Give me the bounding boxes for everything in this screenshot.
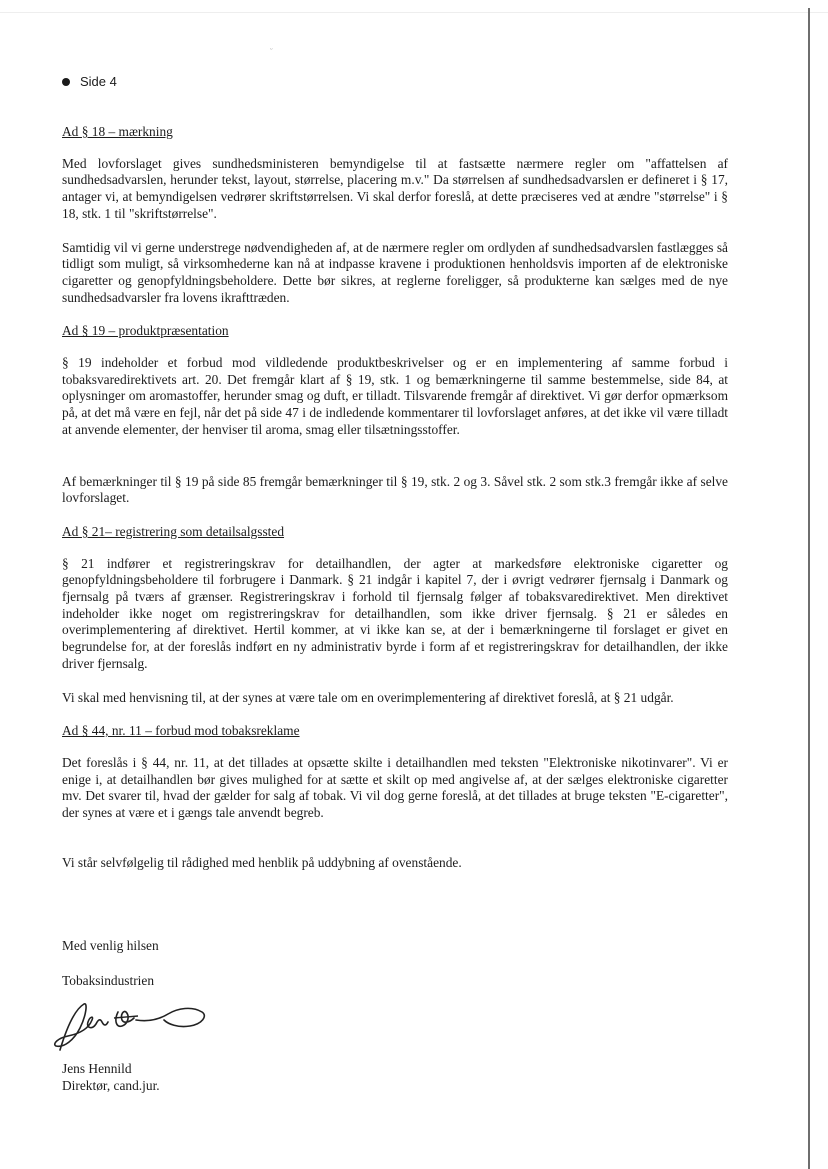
signer-block (62, 1061, 160, 1094)
bullet-icon (62, 78, 70, 86)
paragraph: Vi skal med henvisning til, at der synes at være tale om en overimplementering af direktivet foreslå, at § 21 udgår. (62, 689, 674, 705)
section-heading: Ad § 21– registrering som detailsalgssted (62, 523, 285, 539)
section-heading: Ad § 18 – mærkning (62, 124, 173, 139)
availability-note: Vi står selvfølgelig til rådighed med henblik på uddybning af ovenstående. (62, 854, 462, 870)
signer-title: Direktør, cand.jur. (62, 1077, 160, 1093)
organization-name: Tobaksindustrien (62, 973, 155, 988)
scan-speck: ᵕ (270, 44, 273, 54)
scan-right-edge (808, 8, 810, 1169)
paragraph: Af bemærkninger til § 19 på side 85 fremgår bemærkninger til § 19, stk. 2 og 3. Såvel stk. 2 som stk.3 fremgår ikke af selve lovforslaget. (62, 473, 728, 506)
section-19 (62, 323, 728, 507)
section-21 (62, 524, 728, 706)
page-number-label: Side 4 (80, 74, 117, 89)
paragraph: § 19 indeholder et forbud mod vildledende produktbeskrivelser og er en implementering af samme forbud i tobaksvaredirektivets art. 20. Det fremgår klart af § 19, stk. 1 og bemærkningerne til samme bestemmelse, side 84, at oplysninger om aromastoffer, herunder smag og duft, er tilladt. Tilsvarende fremgår af direktivet. Vi gør derfor opmærksom på, at det må være en fejl, når det på side 47 i de indledende kommentarer til lovforslaget anføres, at det ikke vil være tilladt at anvende elementer, der henviser til aroma, smag eller tilsætningsstoffer. (62, 355, 728, 437)
section-44 (62, 723, 728, 822)
paragraph: Det foreslås i § 44, nr. 11, at det tillades at opsætte skilte i detailhandlen med teksten "Elektroniske nikotinvarer". Vi er enige i, at detailhandlen bør gives mulighed for at sætte et skilt op med angivelse af, at der sælges elektroniske cigaretter mv. Det svarer til, hvad der gælder for salg af tobak. Vi vil dog gerne foreslå, at det tillades at bruge teksten "E-cigaretter", der synes at være et i gængs tale anvendt begreb. (62, 754, 728, 821)
scan-top-edge (0, 0, 828, 13)
signer-name: Jens Hennild (62, 1061, 132, 1076)
handwritten-signature (44, 990, 214, 1060)
section-heading: Ad § 19 – produktpræsentation (62, 323, 229, 339)
paragraph: Med lovforslaget gives sundhedsministeren bemyndigelse til at fastsætte nærmere regler om "affattelsen af sundhedsadvarslen, herunder tekst, layout, størrelse, placering m.v." Da størrelsen af sundhedsadvarslen er defineret i § 17, antager vi, at bemyndigelsen vedrører skriftstørrelsen. Vi skal derfor foreslå, at dette præciseres ved at ændre "størrelse" i § 18, stk. 1 til "skriftstørrelse". (62, 155, 728, 221)
section-heading: Ad § 44, nr. 11 – forbud mod tobaksreklame (62, 723, 300, 739)
paragraph: § 21 indfører et registreringskrav for detailhandlen, der agter at markedsføre elektroniske cigaretter og genopfyldningsbeholdere til forbrugere i Danmark. § 21 indgår i kapitel 7, der i øvrigt vedrører fjernsalg i Danmark og fjernsalg på tværs af grænser. Registreringskrav i forhold til fjernsalg følger af tobaksvaredirektivet. Men direktivet indeholder ikke noget om registreringskrav for detailhandlen, som ikke driver fjernsalg. § 21 er således en overimplementering af direktivet. Hertil kommer, at vi ikke kan se, at der i bemærkningerne til forslaget er givet en begrundelse for, at der foreslås indført en ny administrativ byrde i form af et registreringskrav for detailhandlen, der ikke driver fjernsalg. (62, 555, 728, 671)
page-header (62, 74, 117, 89)
section-18 (62, 124, 728, 306)
closing-greeting: Med venlig hilsen (62, 938, 159, 953)
paragraph: Samtidig vil vi gerne understrege nødvendigheden af, at de nærmere regler om ordlyden af sundhedsadvarslen fastlægges så tidligt som muligt, så virksomhederne kan nå at indpasse kravene i produktionen henholdsvis importen af de elektroniske cigaretter og genopfyldningsbeholdere. Dette bør sikres, at reglerne foreligger, så produkterne kan sælges med de nye sundhedsadvarsler fra lovens ikrafttræden. (62, 239, 728, 305)
document-body (62, 124, 728, 872)
